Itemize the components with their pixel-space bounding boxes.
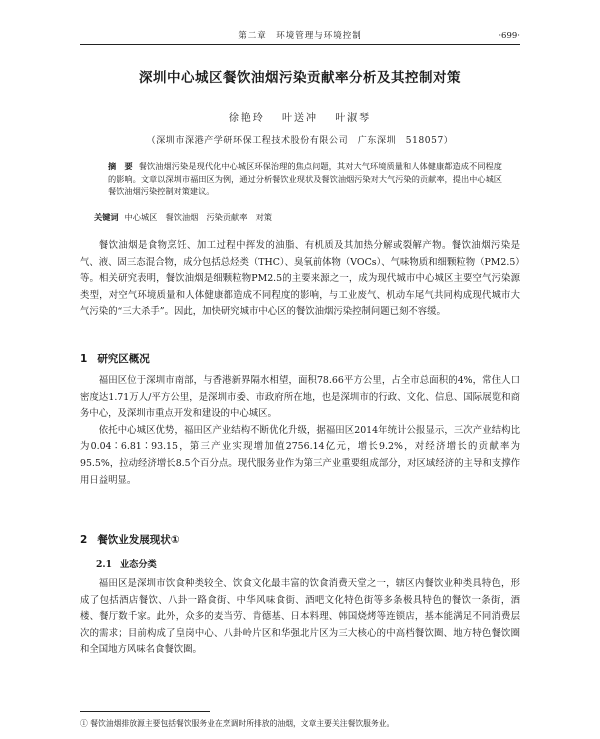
author-2: 叶送冲 [282,113,318,124]
running-header [80,30,520,45]
section-1-heading [80,351,520,366]
subsection-2-1-title: 业态分类 [119,559,157,570]
footnote-marker: ① [80,719,88,728]
section-1-number: 1 [80,353,88,365]
section-2-heading [80,532,520,547]
keywords [94,211,502,223]
section-1-paragraph-2: 依托中心城区优势，福田区产业结构不断优化升级，据福田区2014年统计公报显示，三次产业结构比为0.04∶6.81∶93.15，第三产业实现增加值2756.14亿元，增长9.2%，对经济增长的贡献率为95.5%，拉动经济增长8.5个百分点。现代服务业作为第三产业重要组成部分，对区域经济的主导和支撑作用日益明显。 [80,424,520,486]
subsection-2-1-heading [96,556,520,570]
section-2-number: 2 [80,534,88,546]
section-2-paragraph-1: 福田区是深圳市饮食种类较全、饮食文化最丰富的饮食消费天堂之一，辖区内餐饮业种类具特色，形成了包括酒店餐饮、八卦一路食街、中华风味食街、酒吧文化特色街等多条极具特色的餐饮一条街，酒楼、餐厅数千家。此外，众多的麦当劳、肯德基、日本料理、韩国烧烤等连锁店，基本能满足不同消费层次的需求；目前构成了皇岗中心、八卦岭片区和华强北片区为三大核心的中高档餐饮圈、地方特色餐饮圈和全国地方风味名食餐饮圈。 [80,578,520,656]
section-1-title: 研究区概况 [97,353,150,365]
section-1-paragraph-1: 福田区位于深圳市南部，与香港新界隔水相望，面积78.66平方公里，占全市总面积的4%，常住人口密度达1.71万人/平方公里，是深圳市委、市政府所在地，也是深圳市的行政、文化、信息、国际展览和商务中心，及深圳市重点开发和建设的中心城区。 [80,375,520,420]
abstract-label: 摘 要 [108,161,133,171]
page-number: ·699· [498,31,520,41]
section-2-body [80,576,520,659]
abstract-text: 餐饮油烟污染是现代化中心城区环保治理的焦点问题，其对大气环境质量和人体健康都造成不同程度的影响。文章以深圳市福田区为例，通过分析餐饮业现状及餐饮油烟污染对大气污染的贡献率，提出中心城区餐饮油烟污染控制对策建议。 [108,161,502,197]
keywords-text: 中心城区 餐饮油烟 污染贡献率 对策 [124,212,272,222]
authors [60,109,540,124]
section-1-body [80,373,520,489]
affiliation: （深圳市深港产学研环保工程技术股份有限公司 广东深圳 518057） [146,136,454,146]
subsection-2-1-number: 2.1 [96,559,112,570]
author-3: 叶淑琴 [335,113,372,124]
intro-paragraph: 餐饮油烟是食物烹饪、加工过程中挥发的油脂、有机质及其加热分解或裂解产物。餐饮油烟污染是气、液、固三态混合物，成分包括总烃类（THC）、臭氧前体物（VOCs）、气味物质和细颗粒物（PM2.5）等。相关研究表明，餐饮油烟是细颗粒物PM2.5的主要来源之一，成为现代城市中心城区主要空气污染源类型，对空气环境质量和人体健康都造成不同程度的影响，与工业废气、机动车尾气共同构成现代城市大气污染的“三大杀手”。因此，加快研究城市中心区的餐饮油烟污染控制问题已刻不容缓。 [80,240,520,318]
chapter-title: 第二章 环境管理与环境控制 [238,31,362,41]
intro-section [80,238,520,321]
section-2-title: 餐饮业发展现状① [97,534,180,546]
footnote-divider [80,711,210,712]
footnote-text: 餐饮油烟排放源主要包括餐饮服务业在烹调时所排放的油烟，文章主要关注餐饮服务业。 [90,719,395,728]
footnote [80,718,520,729]
author-1: 徐艳玲 [228,113,265,124]
keywords-label: 关键词 [94,212,119,222]
paper-title: 深圳中心城区餐饮油烟污染贡献率分析及其控制对策 [139,70,461,86]
abstract [108,160,502,198]
